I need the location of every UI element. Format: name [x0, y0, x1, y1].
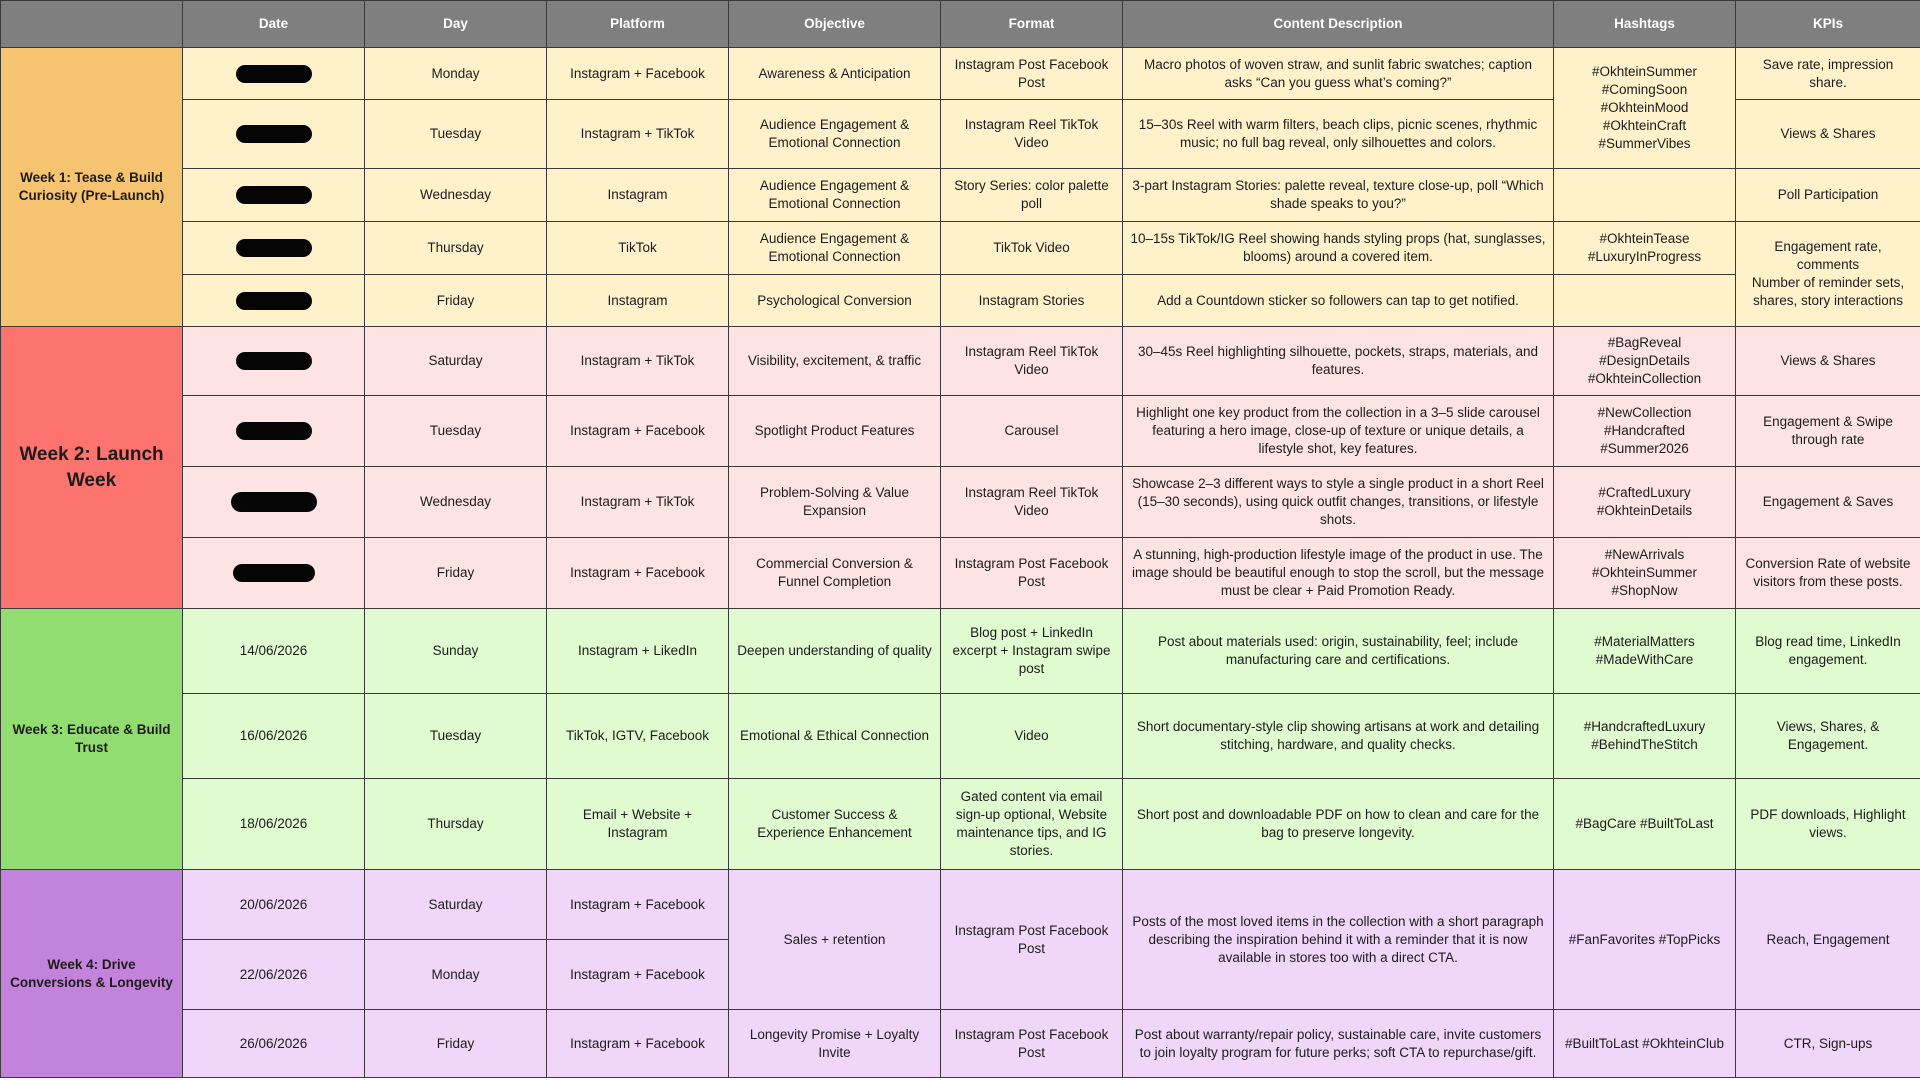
- objective-cell: Customer Success & Experience Enhancement: [729, 779, 941, 870]
- kpis-cell: Views & Shares: [1736, 327, 1920, 396]
- table-row: [1, 694, 1920, 779]
- day-cell: Sunday: [365, 609, 547, 694]
- objective-cell: Awareness & Anticipation: [729, 48, 941, 100]
- kpis-cell: Views, Shares, & Engagement.: [1736, 694, 1920, 779]
- kpis-cell: Blog read time, LinkedIn engagement.: [1736, 609, 1920, 694]
- description-cell: Short post and downloadable PDF on how to clean and care for the bag to preserve longevity.: [1123, 779, 1554, 870]
- day-cell: Tuesday: [365, 694, 547, 779]
- week-3-label: Week 3: Educate & Build Trust: [1, 609, 183, 870]
- table-row: [1, 275, 1920, 327]
- date-cell: 26/06/2026: [183, 1010, 365, 1078]
- hashtags-cell: #OkhteinSummer #ComingSoon #OkhteinMood #OkhteinCraft #SummerVibes: [1554, 48, 1736, 169]
- kpis-cell: Save rate, impression share.: [1736, 48, 1920, 100]
- format-cell: Instagram Post Facebook Post: [941, 870, 1123, 1010]
- objective-cell: Commercial Conversion & Funnel Completion: [729, 538, 941, 609]
- day-cell: Saturday: [365, 327, 547, 396]
- hashtags-cell: #NewCollection #Handcrafted #Summer2026: [1554, 396, 1736, 467]
- header-kpis: KPIs: [1736, 1, 1920, 48]
- format-cell: Instagram Reel TikTok Video: [941, 467, 1123, 538]
- platform-cell: Instagram + Facebook: [547, 48, 729, 100]
- hashtags-cell: #OkhteinTease #LuxuryInProgress: [1554, 222, 1736, 275]
- format-cell: Gated content via email sign-up optional, Website maintenance tips, and IG stories.: [941, 779, 1123, 870]
- day-cell: Monday: [365, 940, 547, 1010]
- format-cell: Carousel: [941, 396, 1123, 467]
- redacted-date: [236, 65, 312, 83]
- date-cell: [183, 275, 365, 327]
- date-cell: 22/06/2026: [183, 940, 365, 1010]
- description-cell: Posts of the most loved items in the collection with a short paragraph describing the inspiration behind it with a reminder that it is now available in stores too with a direct CTA.: [1123, 870, 1554, 1010]
- day-cell: Saturday: [365, 870, 547, 940]
- format-cell: Instagram Post Facebook Post: [941, 1010, 1123, 1078]
- kpis-cell: Views & Shares: [1736, 100, 1920, 169]
- redacted-date: [233, 564, 315, 582]
- objective-cell: Longevity Promise + Loyalty Invite: [729, 1010, 941, 1078]
- objective-cell: Sales + retention: [729, 870, 941, 1010]
- table-row: [1, 48, 1920, 100]
- objective-cell: Psychological Conversion: [729, 275, 941, 327]
- day-cell: Friday: [365, 538, 547, 609]
- description-cell: 30–45s Reel highlighting silhouette, pockets, straps, materials, and features.: [1123, 327, 1554, 396]
- header-hashtags: Hashtags: [1554, 1, 1736, 48]
- description-cell: Post about materials used: origin, sustainability, feel; include manufacturing care and certifications.: [1123, 609, 1554, 694]
- kpis-cell: PDF downloads, Highlight views.: [1736, 779, 1920, 870]
- hashtags-cell: #HandcraftedLuxury #BehindTheStitch: [1554, 694, 1736, 779]
- platform-cell: Instagram + Facebook: [547, 396, 729, 467]
- objective-cell: Audience Engagement & Emotional Connection: [729, 169, 941, 222]
- hashtags-cell: #BuiltToLast #OkhteinClub: [1554, 1010, 1736, 1078]
- hashtags-cell: #MaterialMatters #MadeWithCare: [1554, 609, 1736, 694]
- format-cell: Instagram Post Facebook Post: [941, 48, 1123, 100]
- description-cell: Showcase 2–3 different ways to style a single product in a short Reel (15–30 seconds), using quick outfit changes, transitions, or lifestyle shots.: [1123, 467, 1554, 538]
- platform-cell: Instagram + Facebook: [547, 538, 729, 609]
- table-row: [1, 870, 1920, 940]
- description-cell: Short documentary-style clip showing artisans at work and detailing stitching, hardware, and quality checks.: [1123, 694, 1554, 779]
- header-date: Date: [183, 1, 365, 48]
- day-cell: Thursday: [365, 222, 547, 275]
- kpis-text: Number of reminder sets, shares, story interactions: [1751, 275, 1905, 308]
- kpis-cell: CTR, Sign-ups: [1736, 1010, 1920, 1078]
- description-cell: A stunning, high-production lifestyle image of the product in use. The image should be beautiful enough to stop the scroll, but the message must be clear + Paid Promotion Ready.: [1123, 538, 1554, 609]
- redacted-date: [236, 186, 312, 204]
- objective-cell: Spotlight Product Features: [729, 396, 941, 467]
- hashtags-cell: #NewArrivals #OkhteinSummer #ShopNow: [1554, 538, 1736, 609]
- description-cell: 3-part Instagram Stories: palette reveal, texture close-up, poll “Which shade speaks to you?”: [1123, 169, 1554, 222]
- format-cell: TikTok Video: [941, 222, 1123, 275]
- redacted-date: [231, 492, 317, 512]
- table-row: [1, 396, 1920, 467]
- day-cell: Tuesday: [365, 100, 547, 169]
- hashtags-cell: [1554, 169, 1736, 222]
- header-objective: Objective: [729, 1, 941, 48]
- date-cell: [183, 100, 365, 169]
- header-format: Format: [941, 1, 1123, 48]
- kpis-cell: Poll Participation: [1736, 169, 1920, 222]
- kpis-cell: Reach, Engagement: [1736, 870, 1920, 1010]
- table-row: [1, 538, 1920, 609]
- date-cell: 16/06/2026: [183, 694, 365, 779]
- table-row: [1, 467, 1920, 538]
- date-cell: 18/06/2026: [183, 779, 365, 870]
- table-row: [1, 169, 1920, 222]
- platform-cell: Instagram + TikTok: [547, 100, 729, 169]
- platform-cell: TikTok, IGTV, Facebook: [547, 694, 729, 779]
- date-cell: 14/06/2026: [183, 609, 365, 694]
- table-row: [1, 609, 1920, 694]
- format-cell: Instagram Reel TikTok Video: [941, 100, 1123, 169]
- date-cell: [183, 169, 365, 222]
- day-cell: Tuesday: [365, 396, 547, 467]
- description-cell: Macro photos of woven straw, and sunlit fabric swatches; caption asks “Can you guess what’s coming?”: [1123, 48, 1554, 100]
- week-2-label: Week 2: Launch Week: [1, 327, 183, 609]
- platform-cell: Email + Website + Instagram: [547, 779, 729, 870]
- date-cell: 20/06/2026: [183, 870, 365, 940]
- day-cell: Monday: [365, 48, 547, 100]
- format-cell: Instagram Stories: [941, 275, 1123, 327]
- date-cell: [183, 396, 365, 467]
- table-row: [1, 222, 1920, 275]
- header-day: Day: [365, 1, 547, 48]
- redacted-date: [236, 239, 312, 257]
- platform-cell: Instagram: [547, 169, 729, 222]
- objective-cell: Problem-Solving & Value Expansion: [729, 467, 941, 538]
- hashtags-cell: #FanFavorites #TopPicks: [1554, 870, 1736, 1010]
- platform-cell: Instagram + Facebook: [547, 940, 729, 1010]
- kpis-cell: Engagement & Saves: [1736, 467, 1920, 538]
- date-cell: [183, 467, 365, 538]
- date-cell: [183, 538, 365, 609]
- date-cell: [183, 327, 365, 396]
- kpis-cell: Conversion Rate of website visitors from these posts.: [1736, 538, 1920, 609]
- hashtags-cell: #BagReveal #DesignDetails #OkhteinCollection: [1554, 327, 1736, 396]
- table-row: [1, 327, 1920, 396]
- kpis-cell: Engagement & Swipe through rate: [1736, 396, 1920, 467]
- hashtags-cell: #BagCare #BuiltToLast: [1554, 779, 1736, 870]
- table-row: [1, 1010, 1920, 1078]
- week-1-label: Week 1: Tease & Build Curiosity (Pre-Launch): [1, 48, 183, 327]
- platform-cell: Instagram + LikedIn: [547, 609, 729, 694]
- objective-cell: Audience Engagement & Emotional Connection: [729, 100, 941, 169]
- day-cell: Friday: [365, 1010, 547, 1078]
- description-cell: Add a Countdown sticker so followers can tap to get notified.: [1123, 275, 1554, 327]
- objective-cell: Audience Engagement & Emotional Connection: [729, 222, 941, 275]
- platform-cell: TikTok: [547, 222, 729, 275]
- platform-cell: Instagram: [547, 275, 729, 327]
- format-cell: Instagram Post Facebook Post: [941, 538, 1123, 609]
- platform-cell: Instagram + TikTok: [547, 467, 729, 538]
- hashtags-cell: [1554, 275, 1736, 327]
- platform-cell: Instagram + Facebook: [547, 870, 729, 940]
- description-cell: Highlight one key product from the collection in a 3–5 slide carousel featuring a hero image, close-up of texture or unique details, a lifestyle shot, key features.: [1123, 396, 1554, 467]
- header-platform: Platform: [547, 1, 729, 48]
- format-cell: Instagram Reel TikTok Video: [941, 327, 1123, 396]
- date-cell: [183, 222, 365, 275]
- day-cell: Wednesday: [365, 467, 547, 538]
- kpis-cell: Engagement rate, comments Number of reminder sets, shares, story interactions: [1736, 222, 1920, 327]
- redacted-date: [236, 292, 312, 310]
- day-cell: Wednesday: [365, 169, 547, 222]
- format-cell: Story Series: color palette poll: [941, 169, 1123, 222]
- objective-cell: Deepen understanding of quality: [729, 609, 941, 694]
- objective-cell: Emotional & Ethical Connection: [729, 694, 941, 779]
- description-cell: 10–15s TikTok/IG Reel showing hands styling props (hat, sunglasses, blooms) around a covered item.: [1123, 222, 1554, 275]
- description-cell: 15–30s Reel with warm filters, beach clips, picnic scenes, rhythmic music; no full bag reveal, only silhouettes and colors.: [1123, 100, 1554, 169]
- format-cell: Blog post + LinkedIn excerpt + Instagram swipe post: [941, 609, 1123, 694]
- redacted-date: [236, 125, 312, 143]
- description-cell: Post about warranty/repair policy, sustainable care, invite customers to join loyalty program for future perks; soft CTA to repurchase/gift.: [1123, 1010, 1554, 1078]
- redacted-date: [236, 352, 312, 370]
- header-row: [1, 1, 1920, 48]
- day-cell: Friday: [365, 275, 547, 327]
- header-blank: [1, 1, 183, 48]
- platform-cell: Instagram + TikTok: [547, 327, 729, 396]
- platform-cell: Instagram + Facebook: [547, 1010, 729, 1078]
- header-description: Content Description: [1123, 1, 1554, 48]
- day-cell: Thursday: [365, 779, 547, 870]
- objective-cell: Visibility, excitement, & traffic: [729, 327, 941, 396]
- hashtags-cell: #CraftedLuxury #OkhteinDetails: [1554, 467, 1736, 538]
- table-row: [1, 779, 1920, 870]
- redacted-date: [236, 422, 312, 440]
- format-cell: Video: [941, 694, 1123, 779]
- date-cell: [183, 48, 365, 100]
- week-4-label: Week 4: Drive Conversions & Longevity: [1, 870, 183, 1078]
